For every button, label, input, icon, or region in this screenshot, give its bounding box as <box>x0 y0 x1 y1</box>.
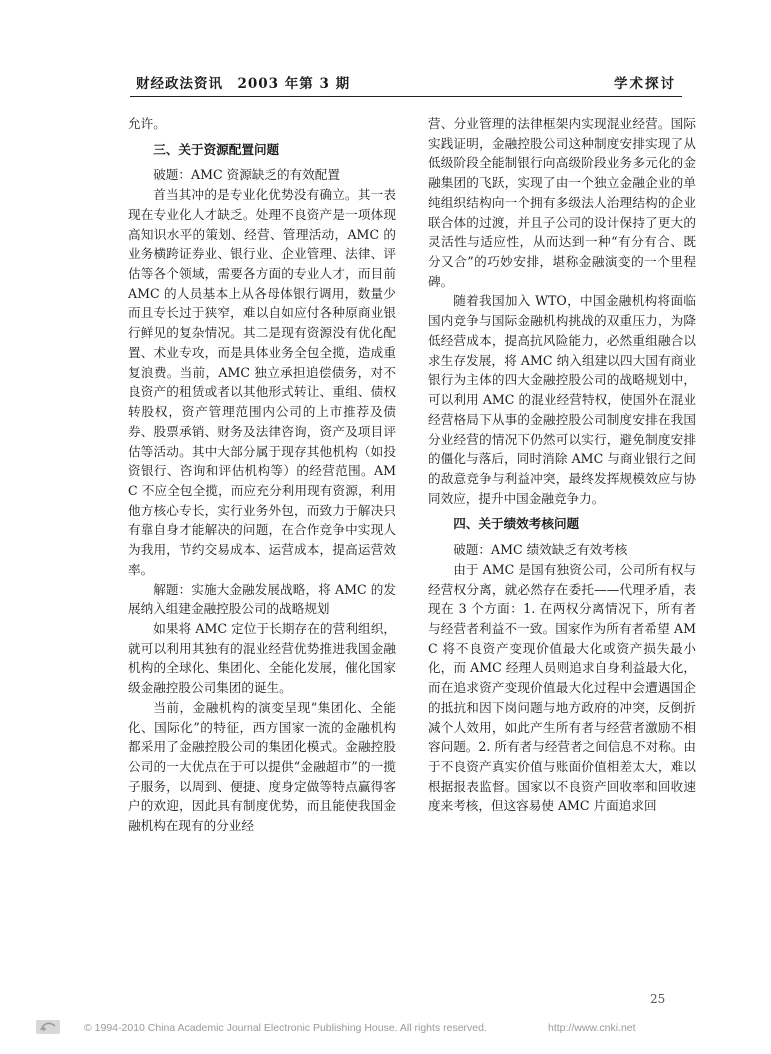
page-number: 25 <box>650 992 666 1006</box>
paragraph: 当前，金融机构的演变呈现“集团化、全能化、国际化”的特征，西方国家一流的金融机构都采用了金融控股公司的集团化模式。金融控股公司的一大优点在于可以提供“金融超市”的一揽子服务，以周到、便捷、度身定做等特点赢得客户的欢迎，因此具有制度优势，而且能使我国金融机构在现有的分业经 <box>128 699 396 834</box>
paragraph: 允许。 <box>128 116 166 131</box>
section-heading: 四、关于绩效考核问题 <box>453 516 580 532</box>
paragraph: 破题：AMC 绩效缺乏有效考核 <box>453 542 628 558</box>
paragraph: 由于 AMC 是国有独资公司，公司所有权与经营权分离，就必然存在委托——代理矛盾，表现在 3 个方面：1. 在两权分离情况下，所有者与经营者利益不一致。国家作为所有者希望 AMC 将不良资产变现价值最大化或资产损失最小化，而 AMC 经理人员则追求自身利益最大化，而在追求资产变现价值最大化过程中会遭遇国企的抵抗和因下岗问题与地方政府的冲突，反倒折减个人效用，如此产生所有者与经营者激励不相容问题。2. 所有者与经营者之间信息不对称。由于不良资产真实价值与账面价值相差太大，难以根据报表监督。国家以不良资产回收率和回收速度来考核，但这容易使 AMC 片面追求回 <box>428 561 696 814</box>
paragraph: 营、分业管理的法律框架内实现混业经营。国际实践证明，金融控股公司这种制度安排实现了从低级阶段全能制银行向高级阶段业务多元化的金融集团的飞跃，实现了由一个独立金融企业的单纯组织结构向一个拥有多级法人治理结构的企业联合体的过渡，并且子公司的设计保持了更大的灵活性与适应性，从而达到一种“有分有合、既分又合”的巧妙安排，堪称金融演变的一个里程碑。 <box>428 116 696 289</box>
header-rule <box>130 96 682 97</box>
journal-issue: 财经政法资讯 2003 年第 3 期 <box>136 76 351 92</box>
cajeph-logo-icon <box>36 1020 60 1034</box>
copyright-notice: © 1994-2010 China Academic Journal Electronic Publishing House. All rights reserved. <box>84 1022 487 1034</box>
paragraph: 破题：AMC 资源缺乏的有效配置 <box>153 167 340 183</box>
paragraph: 首当其冲的是专业化优势没有确立。其一表现在专业化人才缺乏。处理不良资产是一项体现高知识水平的策划、经营、管理活动，AMC 的业务横跨证券业、银行业、企业管理、法律、评估等各个领域，需要各方面的专业人才，而目前 AMC 的人员基本上从各母体银行调用，数量少而且专长过于狭窄，难以自如应付各种原商业银行鲜见的复杂情况。其二是现有资源没有优化配置、术业专攻，而是具体业务全包全揽，造成重复浪费。当前，AMC 独立承担追偿债务，对不良资产的租赁或者以其他形式转让、重组、债权转股权，资产管理范围内公司的上市推荐及债券、股票承销、财务及法律咨询，资产及项目评估等活动。其中大部分属于现存其他机构（如投资银行、咨询和评估机构等）的经营范围。AMC 不应全包全揽，而应充分利用现有资源，利用他方核心专长，实行业务外包，而致力于解决只有靠自身才能解决的问题，在合作竞争中实现人为我用，节约交易成本、运营成本，提高运营效率。 <box>128 187 396 577</box>
right-column <box>428 114 696 816</box>
cnki-url: http://www.cnki.net <box>548 1022 636 1034</box>
section-heading: 三、关于资源配置问题 <box>153 141 280 157</box>
footer <box>36 1020 756 1040</box>
section-name: 学术探讨 <box>614 76 676 92</box>
running-header <box>136 72 676 98</box>
paragraph: 解题：实施大金融发展战略，将 AMC 的发展纳入组建金融控股公司的战略规划 <box>128 581 396 617</box>
left-column <box>128 114 396 836</box>
paragraph: 随着我国加入 WTO，中国金融机构将面临国内竞争与国际金融机构挑战的双重压力，为降低经营成本，提高抗风险能力，必然重组融合以求生存发展，将 AMC 纳入组建以四大国有商业银行为主体的四大金融控股公司的战略规划中，可以利用 AMC 的混业经营特权，使国外在混业经营格局下从事的金融控股公司制度安排在我国分业经营的情况下仍然可以实行，避免制度安排的僵化与落后，同时消除 AMC 与商业银行之间的敌意竞争与利益冲突，最终发挥规模效应与协同效应，提升中国金融竞争力。 <box>428 293 696 506</box>
paragraph: 如果将 AMC 定位于长期存在的营利组织，就可以利用其独有的混业经营优势推进我国金融机构的全球化、集团化、全能化发展，催化国家级金融控股公司集团的诞生。 <box>128 620 396 696</box>
